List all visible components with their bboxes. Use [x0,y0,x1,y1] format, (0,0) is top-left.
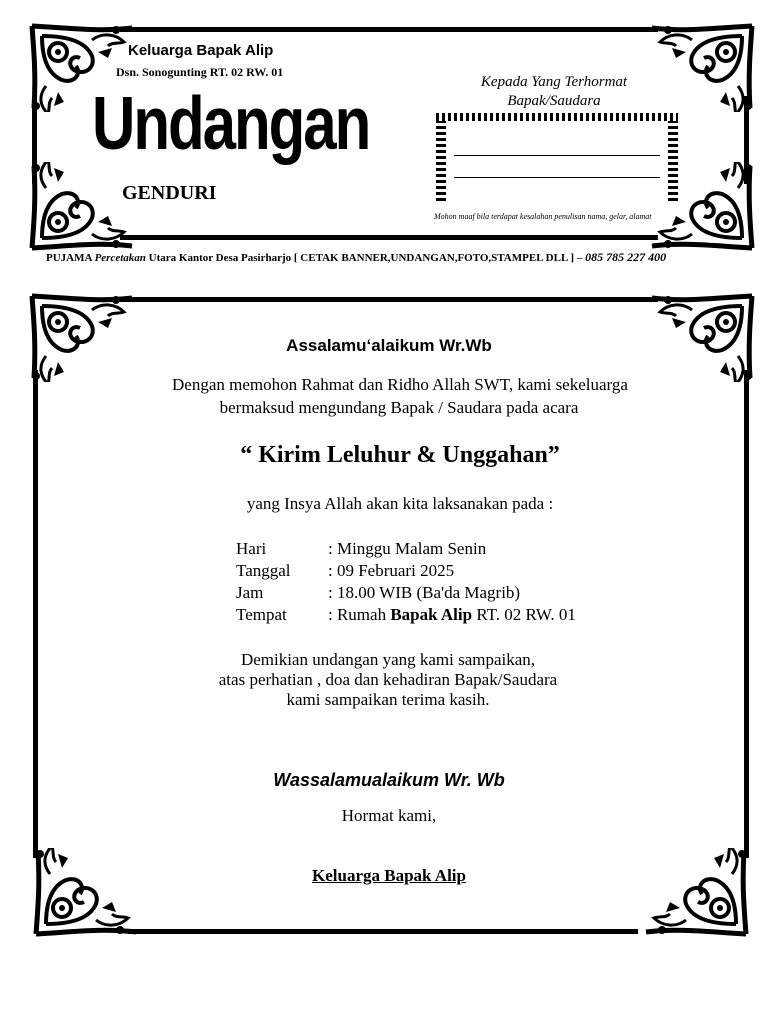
printer-footer [46,250,666,265]
letter-ornament-bottom-left-icon [32,848,142,938]
envelope-top-border [120,27,658,32]
letter-ornament-bottom-right-icon [640,848,750,938]
printer-label: Percetakan [94,252,146,264]
detail-value: : 09 Februari 2025 [328,561,455,580]
letter-greeting: Assalamu‘alaikum Wr.Wb [286,336,492,355]
envelope-subtitle: GENDURI [122,182,217,204]
letter-intro-line-2: bermaksud mengundang Bapak / Saudara pada acara [219,398,579,417]
detail-label: Tanggal [236,561,291,580]
closing-line-2: atas perhatian , doa dan kehadiran Bapak/Saudara [218,670,558,689]
envelope-title: Undangan [92,81,370,165]
envelope-bottom-border [120,235,658,240]
printer-address: Utara Kantor Desa Pasirharjo [ CETAK BANNER,UNDANGAN,FOTO,STAMPEL DLL ] – [148,252,583,264]
detail-row-jam [236,583,520,603]
address-line-2[interactable] [454,177,660,178]
addressee-greeting: Kepada Yang Terhormat [480,74,628,90]
detail-row-hari [236,539,486,559]
event-lead: yang Insya Allah akan kita laksanakan pada : [246,494,554,513]
detail-value: : Minggu Malam Senin [328,539,487,558]
detail-label: Tempat [236,605,287,624]
detail-label: Hari [236,539,267,558]
closing-line-1: Demikian undangan yang kami sampaikan, [240,650,536,669]
detail-label: Jam [236,583,264,602]
detail-value-prefix: : Rumah [328,605,387,624]
detail-value: : 18.00 WIB (Ba'da Magrib) [328,583,521,602]
apology-note: Mohon maaf bila terdapat kesalahan penulisan nama, gelar, alamat [434,212,652,221]
printer-brand: PUJAMA [46,252,92,264]
address-label-box [436,113,678,209]
signature-name: Keluarga Bapak Alip [312,866,466,885]
closing-salam: Wassalamualaikum Wr. Wb [273,770,505,790]
letter-intro-line-1: Dengan memohon Rahmat dan Ridho Allah SWT, kami sekeluarga [172,375,628,394]
address-line-1[interactable] [454,155,660,156]
regards-text: Hormat kami, [341,806,437,825]
detail-row-tanggal [236,561,454,581]
detail-value-host: Bapak Alip [390,605,473,624]
printer-phone: 085 785 227 400 [585,250,667,264]
detail-value-suffix: RT. 02 RW. 01 [476,605,576,624]
sender-family-name: Keluarga Bapak Alip [128,42,274,59]
ornament-bottom-left-icon [28,162,138,252]
addressee-title: Bapak/Saudara [507,93,601,109]
sender-address: Dsn. Sonogunting RT. 02 RW. 01 [116,65,284,79]
event-title: “ Kirim Leluhur & Unggahan” [240,442,560,468]
detail-row-tempat [236,605,576,625]
closing-line-3: kami sampaikan terima kasih. [286,690,490,709]
letter-bottom-border [128,929,638,934]
letter-top-border [120,297,658,302]
